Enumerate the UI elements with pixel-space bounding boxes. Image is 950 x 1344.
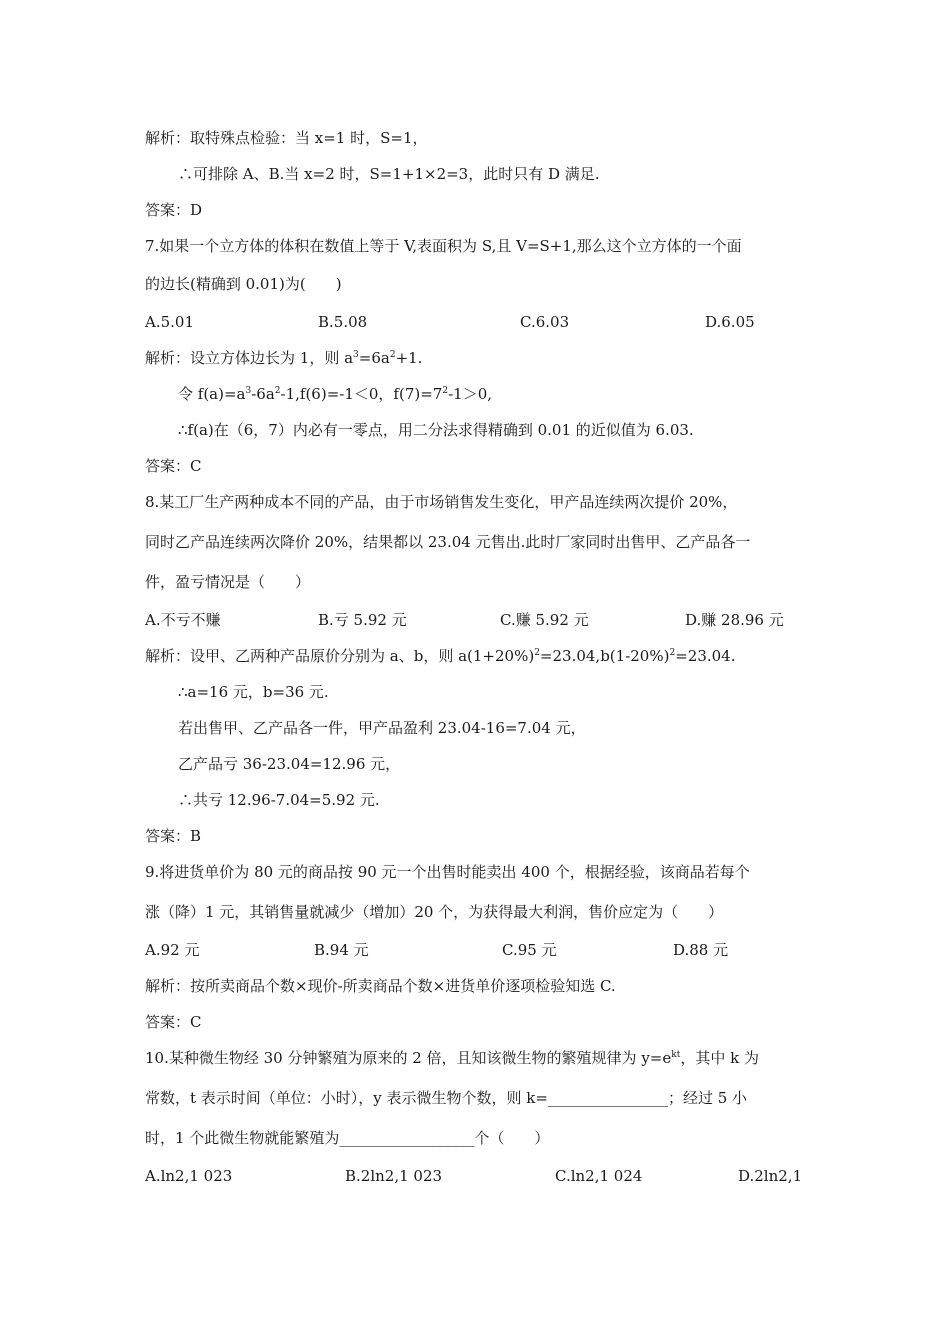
- q10-option-a: A.ln2,1 023: [145, 1167, 233, 1185]
- solution-step-8a: ∴a=16 元，b=36 元.: [178, 683, 329, 701]
- question-8-line-2: 同时乙产品连续两次降价 20%，结果都以 23.04 元售出.此时厂家同时出售甲、乙产品各一: [145, 533, 751, 551]
- q9-option-d: D.88 元: [673, 941, 729, 959]
- q9-option-c: C.95 元: [502, 941, 557, 959]
- q8-option-c: C.赚 5.92 元: [500, 611, 589, 629]
- question-9-line-2: 涨（降）1 元，其销售量就减少（增加）20 个，为获得最大利润，售价应定为（ ）: [145, 903, 724, 921]
- question-7-line-1: 7.如果一个立方体的体积在数值上等于 V,表面积为 S,且 V=S+1,那么这个立方体的一个面: [145, 237, 742, 255]
- q7-option-b: B.5.08: [318, 313, 368, 331]
- question-7-line-2: 的边长(精确到 0.01)为( ): [145, 275, 342, 293]
- question-8-line-3: 件，盈亏情况是（ ）: [145, 573, 311, 591]
- q8-option-d: D.赚 28.96 元: [685, 611, 784, 629]
- q10-option-d: D.2ln2,1: [738, 1167, 803, 1185]
- solution-step-7a: 令 $f(a)=a^3-6a^2-1,f(6)=-1<0$，$f(7)=7^2-1>0$,: [178, 385, 493, 403]
- answer-7: 答案：C: [145, 457, 202, 475]
- solution-step-7b: ∴f(a)在（6，7）内必有一零点，用二分法求得精确到 0.01 的近似值为 6.03.: [178, 421, 694, 439]
- answer-9: 答案：C: [145, 1013, 202, 1031]
- solution-intro-6: 解析：取特殊点检验：当 x=1 时，S=1，: [145, 129, 428, 147]
- q8-option-a: A.不亏不赚: [145, 611, 221, 629]
- q10-option-c: C.ln2,1 024: [555, 1167, 643, 1185]
- question-10-line-3: 时，1 个此微生物就能繁殖为__________________个（ ）: [145, 1129, 550, 1147]
- question-10-line-2: 常数，t 表示时间（单位：小时），y 表示微生物个数，则 k=________________；经过 5 小: [145, 1089, 748, 1107]
- q9-option-b: B.94 元: [314, 941, 369, 959]
- question-10-line-1: 10.某种微生物经 30 分钟繁殖为原来的 2 倍，且知该微生物的繁殖规律为 $y=e^{kt}$，其中 k 为: [145, 1049, 759, 1067]
- q7-option-c: C.6.03: [520, 313, 570, 331]
- answer-6: 答案：D: [145, 201, 203, 219]
- question-9-line-1: 9.将进货单价为 80 元的商品按 90 元一个出售时能卖出 400 个，根据经验，该商品若每个: [145, 863, 750, 881]
- answer-8: 答案：B: [145, 827, 202, 845]
- q10-option-b: B.2ln2,1 023: [345, 1167, 443, 1185]
- q7-option-d: D.6.05: [705, 313, 755, 331]
- solution-intro-7: 解析：设立方体边长为 1，则 $a^3=6a^2+1$.: [145, 349, 423, 367]
- solution-intro-8: 解析：设甲、乙两种产品原价分别为 a、b，则 $a(1+20\%)^2=23.04,b(1-20\%)^2=23.04$.: [145, 647, 736, 665]
- question-8-line-1: 8.某工厂生产两种成本不同的产品，由于市场销售发生变化，甲产品连续两次提价 20%，: [145, 493, 738, 511]
- q9-option-a: A.92 元: [145, 941, 200, 959]
- q8-option-b: B.亏 5.92 元: [318, 611, 407, 629]
- solution-9: 解析：按所卖商品个数×现价-所卖商品个数×进货单价逐项检验知选 C.: [145, 977, 616, 995]
- solution-step-8c: 乙产品亏 36-23.04=12.96 元，: [178, 755, 401, 773]
- solution-step-6: ∴可排除 A、B.当 x=2 时，S=1+1×2=3，此时只有 D 满足.: [178, 165, 600, 183]
- q7-option-a: A.5.01: [145, 313, 194, 331]
- solution-step-8b: 若出售甲、乙产品各一件，甲产品盈利 23.04-16=7.04 元，: [178, 719, 586, 737]
- solution-step-8d: ∴共亏 12.96-7.04=5.92 元.: [178, 791, 380, 809]
